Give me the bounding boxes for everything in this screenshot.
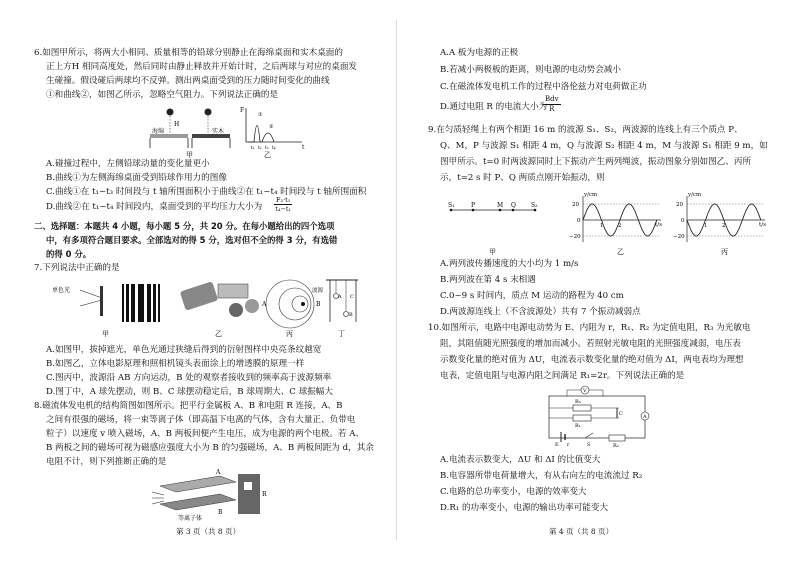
q8-stem-1: 8.磁流体发电机的结构简图如图所示。把平行金属板 A、B 和电阻 R 连接，A、B xyxy=(34,401,343,411)
label-c7d: C xyxy=(350,294,354,300)
q8-option-b: B.若减小两极板的距离，则电源的电动势会减小 xyxy=(440,65,621,75)
q10-stem-2: 阻，其阻值随光照强度的增加而减小。若照射光敏电阻的光照强度减弱，电压表 xyxy=(440,339,741,349)
q9-option-d: D.两波源连线上（不含波源处）共有 7 个振动减弱点 xyxy=(440,307,641,317)
label-h: H xyxy=(174,121,180,128)
tick-m20-bing: −20 xyxy=(673,234,685,240)
page-4-footer: 第 4 页（共 8 页） xyxy=(549,527,614,536)
q8-option-a: A.A 板为电源的正极 xyxy=(440,48,519,58)
tick-0-bing: 0 xyxy=(681,218,685,224)
q6-figure-yi xyxy=(240,104,310,159)
q8-stem-5: 电阻不计，则下列推断正确的是 xyxy=(46,457,167,467)
plasma-arrows xyxy=(152,492,164,504)
q9-stem-2: Q、M，P 与波源 S₁ 相距 4 m，Q 与波源 S₂ 相距 4 m，M 与波源 S₁ 相距 9 m，如 xyxy=(440,141,768,151)
q9-option-b: B.两列波在第 4 s 末相遇 xyxy=(440,275,536,285)
q9-option-a: A.两列波传播速度的大小均为 1 m/s xyxy=(440,259,579,269)
t4-label: t₄ xyxy=(272,146,276,151)
curve-2 xyxy=(262,133,274,142)
switch[interactable] xyxy=(585,433,593,438)
q7-figure-ding xyxy=(326,280,358,338)
q10-option-a: A.电流表示数变大，ΔU 和 ΔI 的比值变大 xyxy=(440,455,601,465)
label-light: 单色光 xyxy=(52,287,71,294)
label-v: V xyxy=(583,388,587,394)
q8-stem-3: 粒子）以速度 v 喷入磁场，A、B 两板间便产生电压，成为电源的两个电极。若 A、 xyxy=(46,429,365,439)
label-s: S xyxy=(587,442,591,448)
q9-figure-jia xyxy=(447,198,547,256)
q6-stem-2: 正上方H 相同高度处，然后同时由静止释放并开始计时，之后两球与对应的桌面发 xyxy=(46,62,358,72)
curve-1 xyxy=(248,126,262,143)
section2-line-1: 二、选择题：本题共 4 小题，每小题 5 分，共 20 分。在每小题给出的四个选项 xyxy=(34,221,335,231)
q8-formula-den: R xyxy=(549,105,555,113)
q9-stem-1: 9.在匀质轻绳上有两个相距 16 m 的波源 S₁、S₂，两波源的连线上有三个质点 P、 xyxy=(428,125,743,135)
f-axis-label: F xyxy=(240,107,245,114)
q6-stem-4: ①和曲线②，如图乙所示，忽略空气阻力。下列说法正确的是 xyxy=(46,90,279,100)
label-a7: A xyxy=(262,301,267,308)
q7-option-b: B.如图乙，立体电影原理和照相机镜头表面涂上的增透膜的原理一样 xyxy=(46,359,305,369)
label-s2: S₂ xyxy=(531,202,538,209)
label-r3: R₃ xyxy=(575,399,581,405)
label-c: C xyxy=(619,411,623,417)
q10-stem-1: 10.如图所示，电路中电源电动势为 E、内阻为 r，R₁、R₂ 为定值电阻，R₃ 为光敏电 xyxy=(428,323,751,333)
label-jia7: 甲 xyxy=(102,330,109,338)
label-yi9: 乙 xyxy=(617,248,624,256)
label-yi: 乙 xyxy=(264,151,271,159)
q6-formula-num: F₂·t₁ xyxy=(276,196,291,204)
tick-2-bing: 2 xyxy=(722,223,726,229)
page-3-footer: 第 3 页（共 8 页） xyxy=(176,527,241,536)
section2-line-3: 的得 0 分。 xyxy=(46,249,92,259)
label-a7d: A xyxy=(338,294,342,300)
label-r: r xyxy=(567,442,570,448)
q7-option-d: D.图丁中，A 球先摆动，则 B、C 球摆动稳定后，B 球周期大、C 球振幅大 xyxy=(46,387,333,397)
tick-20-bing: 20 xyxy=(676,202,683,208)
label-yi7: 乙 xyxy=(215,330,222,338)
plate-b xyxy=(160,494,236,510)
plate-a xyxy=(160,476,236,492)
q9-figure-yi xyxy=(569,192,669,256)
q9-stem-3: 图甲所示。t=0 时两波源同时上下振动产生两列绳波，振动图象分别如图乙、丙所 xyxy=(440,157,752,167)
t1-label: t₁ xyxy=(251,146,255,151)
t-unit-yi: t/s xyxy=(655,222,662,228)
q8-stem-2: 之间有很强的磁场，将一束等离子体（即高温下电离的气体，含有大量正、负带电 xyxy=(46,415,356,425)
q6-option-b: B.曲线①为左侧海绵桌面受到铅球作用力的图像 xyxy=(46,173,227,183)
q8-figure xyxy=(150,468,270,520)
q7-figure-yi xyxy=(180,281,259,338)
label-plasma: 等离子体 xyxy=(178,515,203,522)
q10-option-d: D.R₁ 的功率变小，电源的输出功率可能变大 xyxy=(440,503,609,513)
t2-label: t₂ xyxy=(258,146,262,151)
label-bing9: 丙 xyxy=(721,248,728,256)
page-4 xyxy=(397,0,794,562)
label-a8: A xyxy=(216,469,221,476)
label-b7d: B xyxy=(349,312,353,318)
lead-ball-right xyxy=(205,109,212,116)
section2-line-2: 中，有多项符合题目要求。全部选对的得 5 分，选对但不全的得 3 分，有选错 xyxy=(46,235,338,245)
label-e: E xyxy=(555,442,559,448)
label-wave: 波源 xyxy=(312,288,324,294)
label-ding7: 丁 xyxy=(338,330,345,338)
label-jia: 甲 xyxy=(186,151,193,159)
tick-1-bing: 1 xyxy=(704,223,708,229)
label-q: Q xyxy=(511,202,516,209)
q6-formula-den: t₄−t₁ xyxy=(275,205,292,213)
q6-figure-jia xyxy=(140,104,240,159)
tick-2-yi: 2 xyxy=(618,223,622,229)
q8-stem-4: B 两板之间的磁场可视为磁感应强度大小为 B 的匀强磁场，A、B 两板间距为 d，其余 xyxy=(46,443,374,453)
q7-stem: 7.下列说法中正确的是 xyxy=(34,263,120,273)
label-p: P xyxy=(471,202,476,209)
resistor-r1 xyxy=(573,415,591,421)
q10-stem-4: 电表，定值电阻与电源内阻之间满足 R₁=2r。下列说法正确的是 xyxy=(440,371,685,381)
label-a: A xyxy=(643,414,647,420)
q6-stem-1: 6.如图甲所示，将两大小相同、质量相等的铅球分别静止在海绵桌面和实木桌面的 xyxy=(34,48,343,58)
t-axis-label: t xyxy=(302,144,305,151)
q10-stem-3: 示数变化量的绝对值为 ΔU，电流表示数变化量的绝对值为 ΔI，两电表均为理想 xyxy=(440,355,744,365)
q7-option-a: A.如图甲，拔掉遮光，单色光通过狭缝后得到的衍射图样中央亮条纹越宽 xyxy=(46,345,322,355)
q10-option-c: C.电路的总功率变小，电源的效率变大 xyxy=(440,487,587,497)
q8-formula-num: Bdv xyxy=(545,95,559,103)
diffraction-pattern xyxy=(122,284,160,322)
tick-1-yi: 1 xyxy=(600,223,604,229)
tick-20-yi: 20 xyxy=(572,202,579,208)
label-s1: S₁ xyxy=(448,202,455,209)
q9-stem-4: 示，t=2 s 时 P、Q 两质点刚开始振动，则 xyxy=(440,173,605,183)
q8-option-d: D.通过电阻 R 的电流大小为 xyxy=(440,102,548,112)
q6-option-d: D.曲线②在 t₁~t₄ 时间段内，桌面受到的平均压力大小为 xyxy=(46,202,263,212)
q8-option-c: C.在磁流体发电机工作的过程中洛伦兹力对电荷做正功 xyxy=(440,82,647,92)
wood-table xyxy=(192,134,230,138)
q7-figure-bing xyxy=(261,280,324,338)
resistor-r2 xyxy=(609,435,625,441)
label-bing7: 丙 xyxy=(286,330,293,338)
q7-figures xyxy=(40,276,360,342)
label-r1: R₁ xyxy=(575,423,581,429)
curve-2-label: ② xyxy=(269,124,274,130)
t3-label: t₃ xyxy=(265,146,269,151)
label-jia9: 甲 xyxy=(489,248,496,256)
q9-figure-bing xyxy=(673,192,773,256)
q8-formula xyxy=(543,95,561,114)
lead-ball-left xyxy=(167,109,174,116)
label-sponge: 海绵 xyxy=(152,128,165,135)
q9-option-c: C.0~9 s 时间内，质点 M 运动的路程为 40 cm xyxy=(440,291,624,301)
q6-option-c: C.曲线①在 t₁~t₃ 时间段与 t 轴所围面积小于曲线②在 t₁~t₄ 时间段与 t 轴所围面积 xyxy=(46,187,367,197)
tick-0-yi: 0 xyxy=(577,218,581,224)
q10-option-b: B.电容器所带电荷量增大，有从右向左的电流流过 R₂ xyxy=(440,471,643,481)
q6-formula xyxy=(274,196,292,213)
label-b7: B xyxy=(316,301,321,308)
resistor-r3 xyxy=(573,405,591,411)
label-b8: B xyxy=(218,509,223,516)
label-wood: 实木 xyxy=(212,128,225,135)
label-r8: R xyxy=(262,491,267,498)
q7-option-c: C.图丙中，波源沿 AB 方向运动，B 处的观察者接收到的频率高于波源频率 xyxy=(46,373,332,383)
q10-circuit xyxy=(537,384,667,448)
y-unit-yi: y/cm xyxy=(584,192,598,198)
t-unit-bing: t/s xyxy=(759,222,766,228)
label-m: M xyxy=(497,202,504,209)
y-unit-bing: y/cm xyxy=(688,192,702,198)
label-r2: R₂ xyxy=(613,443,619,449)
tick-m20-yi: −20 xyxy=(569,234,581,240)
magnet xyxy=(238,474,260,514)
q6-stem-3: 生碰撞。假设碰后两球均不反弹。测出两桌面受到的压力随时间变化的曲线 xyxy=(46,76,330,86)
q7-figure-jia xyxy=(52,284,160,338)
curve-1-label: ① xyxy=(258,112,263,118)
q6-option-a: A.碰撞过程中，左侧铅球动量的变化量更小 xyxy=(46,159,210,169)
